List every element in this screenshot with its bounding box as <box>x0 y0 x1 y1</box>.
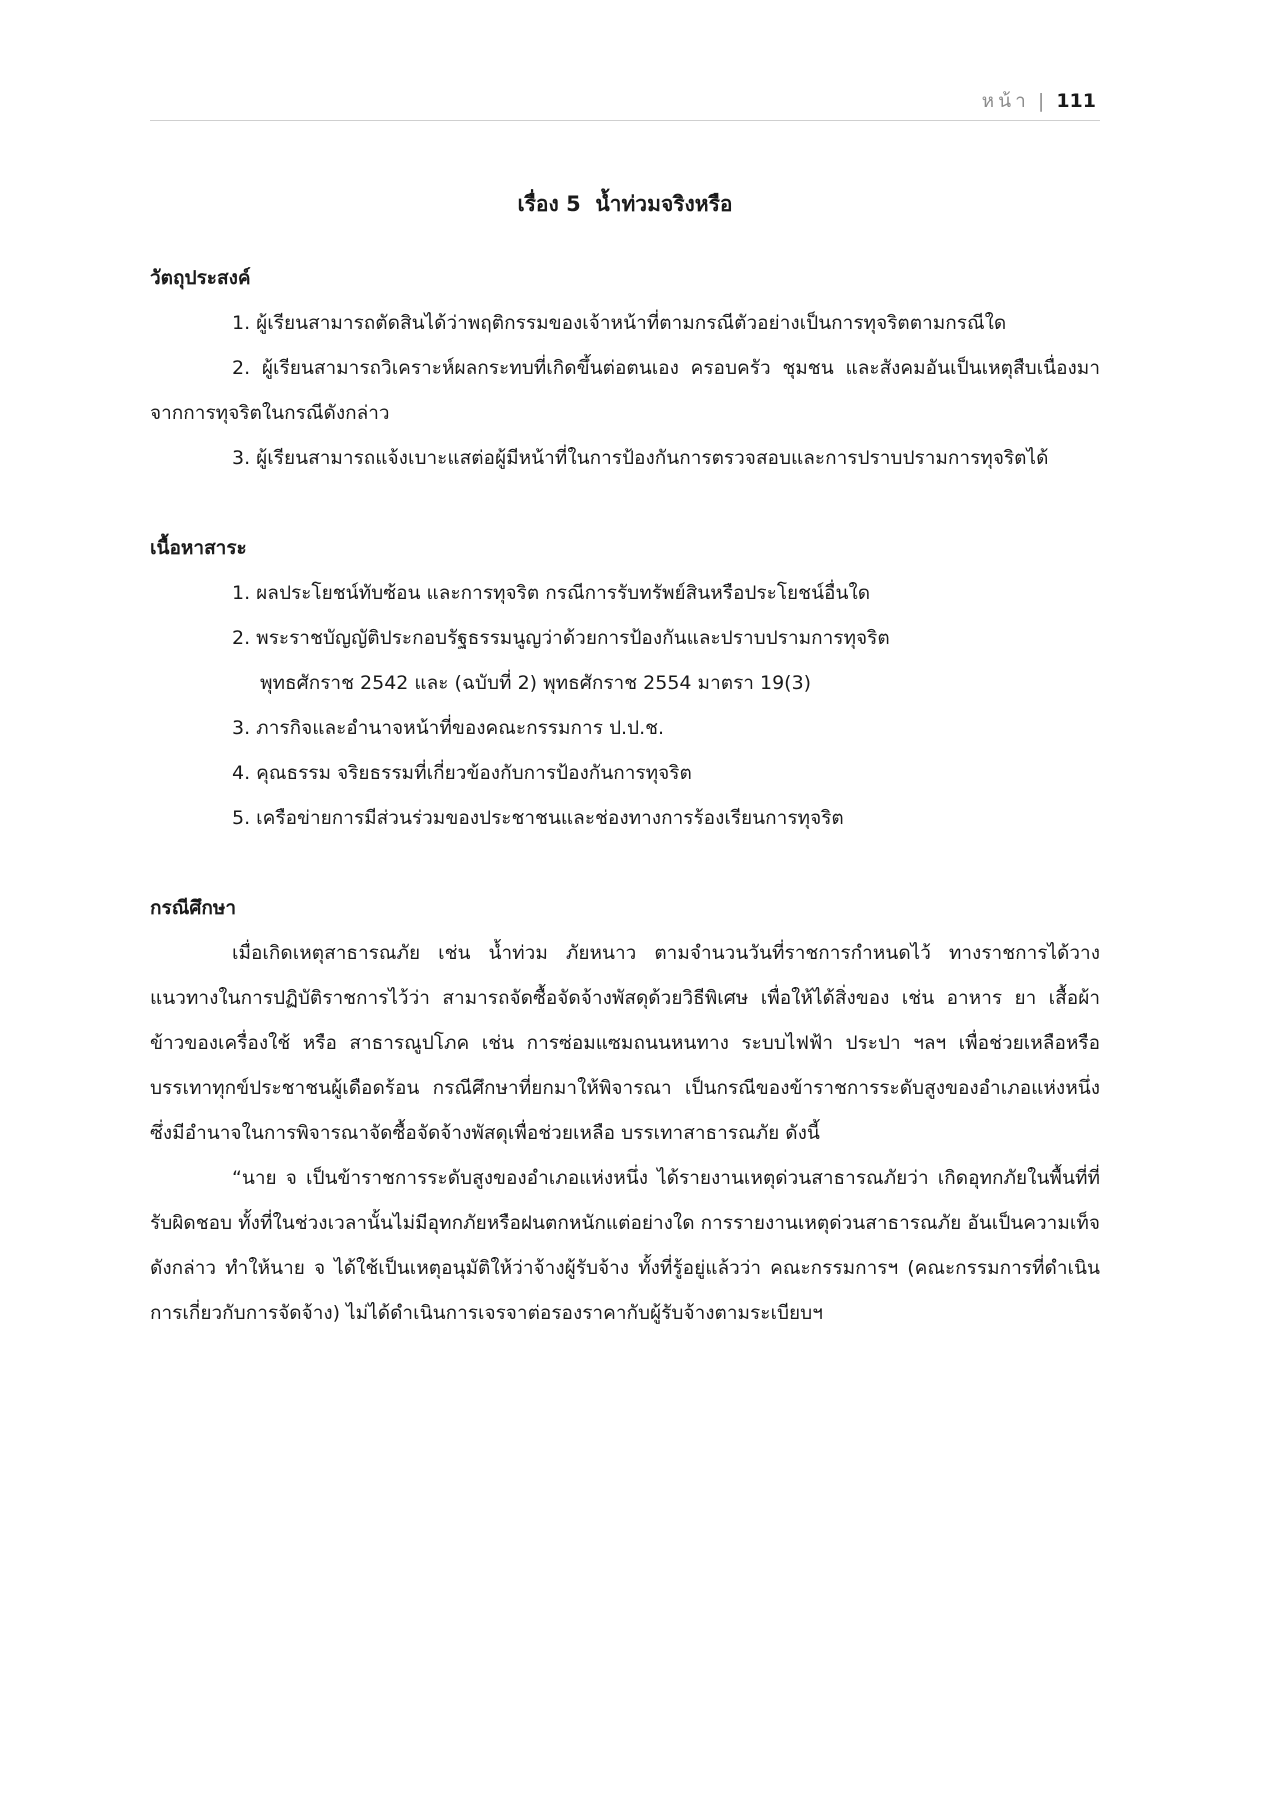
objective-item-1: 1. ผู้เรียนสามารถตัดสินได้ว่าพฤติกรรมของเจ้าหน้าที่ตามกรณีตัวอย่างเป็นการทุจริตตามกรณีใด <box>232 312 1007 334</box>
page-header <box>150 80 1100 121</box>
content-section <box>150 526 1100 841</box>
content-item-3: 3. ภารกิจและอำนาจหน้าที่ของคณะกรรมการ ป.ป.ช. <box>232 717 665 739</box>
page-number: 111 <box>1056 90 1096 112</box>
content-item-5: 5. เครือข่ายการมีส่วนร่วมของประชาชนและช่องทางการร้องเรียนการทุจริต <box>232 807 844 829</box>
case-study-paragraph-1: เมื่อเกิดเหตุสาธารณภัย เช่น น้ำท่วม ภัยหนาว ตามจำนวนวันที่ราชการกำหนดไว้ ทางราชการได้วางแนวทางในการปฏิบัติราชการไว้ว่า สามารถจัดซื้อจัดจ้างพัสดุด้วยวิธีพิเศษ เพื่อให้ได้สิ่งของ เช่น อาหาร ยา เสื้อผ้า ข้าวของเครื่องใช้ หรือ สาธารณูปโภค เช่น การซ่อมแซมถนนหนทาง ระบบไฟฟ้า ประปา ฯลฯ เพื่อช่วยเหลือหรือบรรเทาทุกข์ประชาชนผู้เดือดร้อน กรณีศึกษาที่ยกมาให้พิจารณา เป็นกรณีของข้าราชการระดับสูงของอำเภอแห่งหนึ่ง ซึ่งมีอำนาจในการพิจารณาจัดซื้อจัดจ้างพัสดุเพื่อช่วยเหลือ บรรเทาสาธารณภัย ดังนี้ <box>150 942 1100 1144</box>
case-study-heading: กรณีศึกษา <box>150 897 237 919</box>
page-title: เรื่อง 5 น้ำท่วมจริงหรือ <box>517 192 733 216</box>
page-number-label <box>982 86 1096 116</box>
objectives-section <box>150 256 1100 481</box>
objectives-heading: วัตถุประสงค์ <box>150 267 251 289</box>
section-spacer <box>150 481 1100 526</box>
section-spacer <box>150 841 1100 886</box>
content-item-4: 4. คุณธรรม จริยธรรมที่เกี่ยวข้องกับการป้องกันการทุจริต <box>232 762 692 784</box>
objective-item-2: 2. ผู้เรียนสามารถวิเคราะห์ผลกระทบที่เกิดขึ้นต่อตนเอง ครอบครัว ชุมชน และสังคมอันเป็นเหตุสืบเนื่องมาจากการทุจริตในกรณีดังกล่าว <box>150 357 1100 424</box>
objective-item-3: 3. ผู้เรียนสามารถแจ้งเบาะแสต่อผู้มีหน้าที่ในการป้องกันการตรวจสอบและการปราบปรามการทุจริตได้ <box>232 447 1049 469</box>
content-heading: เนื้อหาสาระ <box>150 537 247 559</box>
case-study-section <box>150 886 1100 1336</box>
document-body <box>150 256 1100 1336</box>
content-item-2: 2. พระราชบัญญัติประกอบรัฐธรรมนูญว่าด้วยการป้องกันและปราบปรามการทุจริต <box>232 627 890 649</box>
case-study-paragraph-2: “นาย จ เป็นข้าราชการระดับสูงของอำเภอแห่งหนึ่ง ได้รายงานเหตุด่วนสาธารณภัยว่า เกิดอุทกภัยในพื้นที่ที่รับผิดชอบ ทั้งที่ในช่วงเวลานั้นไม่มีอุทกภัยหรือฝนตกหนักแต่อย่างใด การรายงานเหตุด่วนสาธารณภัย อันเป็นความเท็จดังกล่าว ทำให้นาย จ ได้ใช้เป็นเหตุอนุมัติให้ว่าจ้างผู้รับจ้าง ทั้งที่รู้อยู่แล้วว่า คณะกรรมการฯ (คณะกรรมการที่ดำเนินการเกี่ยวกับการจัดจ้าง) ไม่ได้ดำเนินการเจรจาต่อรองราคากับผู้รับจ้างตามระเบียบฯ <box>150 1167 1100 1324</box>
header-separator: | <box>1037 90 1045 112</box>
content-item-1: 1. ผลประโยชน์ทับซ้อน และการทุจริต กรณีการรับทรัพย์สินหรือประโยชน์อื่นใด <box>232 582 871 604</box>
page-word: หน้า <box>981 90 1030 112</box>
content-item-2-continued: พุทธศักราช 2542 และ (ฉบับที่ 2) พุทธศักราช 2554 มาตรา 19(3) <box>260 672 812 694</box>
